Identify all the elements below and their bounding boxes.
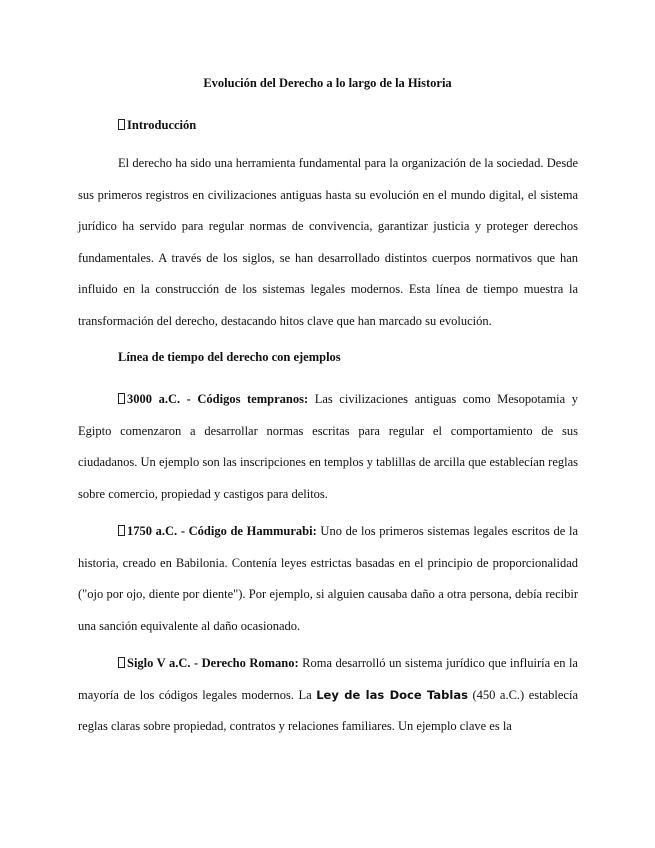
timeline-entry-text-cont: (450 a.C.) establecía reglas claras sobre propiedad, contratos y relaciones familiares. Un ejemplo clave es la (78, 687, 578, 733)
timeline-entry (78, 648, 578, 743)
timeline-entry-text: Las civilizaciones antiguas como Mesopotamia y Egipto comenzaron a desarrollar normas escritas para regular el comportamiento de sus ciudadanos. Un ejemplo son las inscripciones en templos y tablillas de arcilla que establecían reglas sobre comercio, propiedad y castigos para delitos. (78, 392, 578, 501)
document-title: Evolución del Derecho a lo largo de la Historia (203, 76, 452, 90)
missing-glyph-icon (118, 525, 125, 536)
timeline-entry-lead: 1750 a.C. - Código de Hammurabi: (127, 524, 317, 538)
section-heading-intro (118, 118, 196, 133)
section-heading-timeline: Línea de tiempo del derecho con ejemplos (118, 350, 341, 364)
timeline-entry-lead: 3000 a.C. - Códigos tempranos: (127, 392, 309, 406)
section-heading-intro-text: Introducción (127, 118, 197, 132)
intro-paragraph-text: El derecho ha sido una herramienta fundamental para la organización de la sociedad. Desde sus primeros registros en civilizaciones antiguas hasta su evolución en el mundo digital, el sistema jurídico ha servido para regular normas de convivencia, garantizar justicia y proteger derechos fundamentales. A través de los siglos, se han desarrollado distintos cuerpos normativos que han influido en la construcción de los sistemas legales modernos. Esta línea de tiempo muestra la transformación del derecho, destacando hitos clave que han marcado su evolución. (78, 156, 578, 328)
timeline-entry-lead: Siglo V a.C. - Derecho Romano: (127, 656, 299, 670)
law-name-bold: Ley de las Doce Tablas (316, 687, 468, 702)
missing-glyph-icon (118, 393, 125, 404)
missing-glyph-icon (118, 657, 125, 668)
timeline-entry-text: Roma desarrolló un sistema jurídico que influiría en la mayoría de los códigos legales modernos. La (78, 656, 578, 702)
missing-glyph-icon (118, 119, 125, 130)
timeline-entry-text: Uno de los primeros sistemas legales escritos de la historia, creado en Babilonia. Contenía leyes estrictas basadas en el principio de proporcionalidad ("ojo por ojo, diente por diente"). Por ejemplo, si alguien causaba daño a otra persona, debía recibir una sanción equivalente al daño ocasionado. (78, 524, 578, 633)
timeline-entry (78, 384, 578, 510)
timeline-entry (78, 516, 578, 642)
intro-paragraph (78, 148, 578, 337)
